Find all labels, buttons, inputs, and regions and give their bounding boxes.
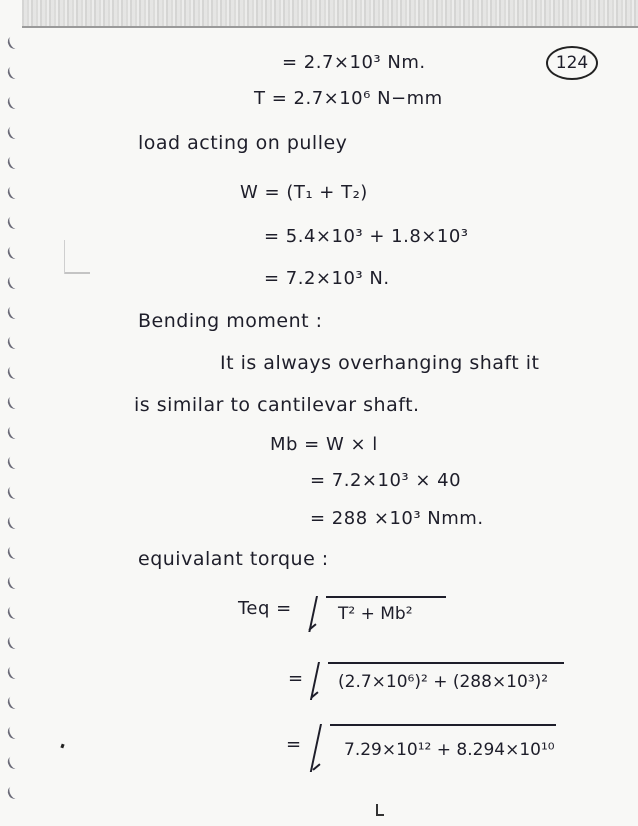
equation-load-sum: W = (T₁ + T₂)	[240, 182, 368, 203]
page-number: 124	[546, 46, 598, 80]
heading-load-on-pulley: load acting on pulley	[138, 132, 348, 154]
equation-moment-result: = 288 ×10³ Nmm.	[310, 508, 484, 529]
equation-teq-left: Teq =	[238, 598, 292, 619]
text-overhanging-line2: is similar to cantilevar shaft.	[134, 394, 420, 416]
heading-equivalent-torque: equivalant torque :	[138, 548, 329, 570]
equation-teq-step3-left: =	[286, 734, 302, 755]
equation-teq-step3-radicand: 7.29×10¹² + 8.294×10¹⁰	[344, 740, 555, 760]
spiral-binding-holes	[0, 0, 30, 826]
margin-mark	[64, 272, 90, 274]
page-top-rule	[22, 26, 638, 28]
margin-mark-vertical	[64, 240, 65, 274]
equation-teq-step2-radicand: (2.7×10⁶)² + (288×10³)²	[338, 672, 549, 692]
equation-torque-nmm: T = 2.7×10⁶ N−mm	[254, 88, 443, 109]
equation-load-values: = 5.4×10³ + 1.8×10³	[264, 226, 469, 247]
ink-dot	[60, 744, 64, 749]
equation-moment-formula: Mb = W × l	[270, 434, 378, 455]
text-overhanging-line1: It is always overhanging shaft it	[220, 352, 540, 374]
scan-top-edge	[22, 0, 638, 26]
equation-moment-values: = 7.2×10³ × 40	[310, 470, 462, 491]
stray-pen-mark-foot	[376, 814, 384, 816]
equation-torque-nm: = 2.7×10³ Nm.	[282, 52, 426, 73]
equation-load-result: = 7.2×10³ N.	[264, 268, 390, 289]
equation-teq-step2-left: =	[288, 668, 304, 689]
equation-teq-radicand: T² + Mb²	[338, 604, 413, 624]
heading-bending-moment: Bending moment :	[138, 310, 323, 332]
